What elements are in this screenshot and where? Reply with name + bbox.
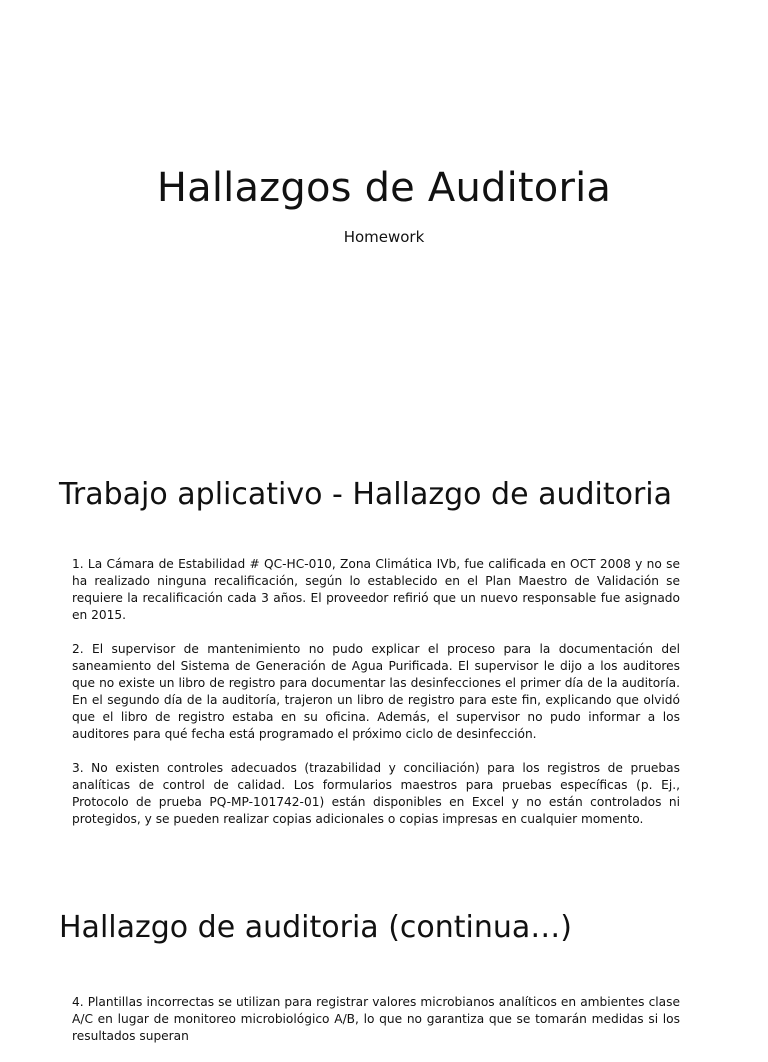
finding-item-1: 1. La Cámara de Estabilidad # QC-HC-010, Zona Climática IVb, fue calificada en OCT 2008 y no se ha realizado ninguna recalificación, según lo establecido en el Plan Maestro de Validación se requiere la recalificación cada 3 años. El proveedor refirió que un nuevo responsable fue asignado en 2015. xyxy=(72,557,680,622)
presentation-subtitle: Homework xyxy=(343,228,425,246)
findings-list xyxy=(72,994,680,1062)
findings-slide-1 xyxy=(0,440,768,880)
slide-heading: Hallazgo de auditoria (continua…) xyxy=(59,910,572,945)
finding-item-4: 4. Plantillas incorrectas se utilizan para registrar valores microbianos analíticos en ambientes clase A/C en lugar de monitoreo microbiológico A/B, lo que no garantiza que se tomarán medidas si los resultados superan xyxy=(72,995,680,1043)
slide-heading: Trabajo aplicativo - Hallazgo de auditoria xyxy=(59,477,673,512)
finding-item-2: 2. El supervisor de mantenimiento no pudo explicar el proceso para la documentación del saneamiento del Sistema de Generación de Agua Purificada. El supervisor le dijo a los auditores que no existe un libro de registro para documentar las desinfecciones el primer día de la auditoría. En el segundo día de la auditoría, trajeron un libro de registro para este fin, explicando que olvidó que el libro de registro estaba en su oficina. Además, el supervisor no pudo informar a los auditores para qué fecha está programado el próximo ciclo de desinfección. xyxy=(72,642,680,741)
findings-list xyxy=(72,556,680,845)
presentation-title: Hallazgos de Auditoria xyxy=(156,165,612,211)
findings-slide-2 xyxy=(0,880,768,1043)
finding-item-3: 3. No existen controles adecuados (trazabilidad y conciliación) para los registros de pruebas analíticas de control de calidad. Los formularios maestros para pruebas específicas (p. Ej., Protocolo de prueba PQ-MP-101742-01) están disponibles en Excel y no están controlados ni protegidos, y se pueden realizar copias adicionales o copias impresas en cualquier momento. xyxy=(72,761,680,826)
title-slide xyxy=(0,0,768,440)
